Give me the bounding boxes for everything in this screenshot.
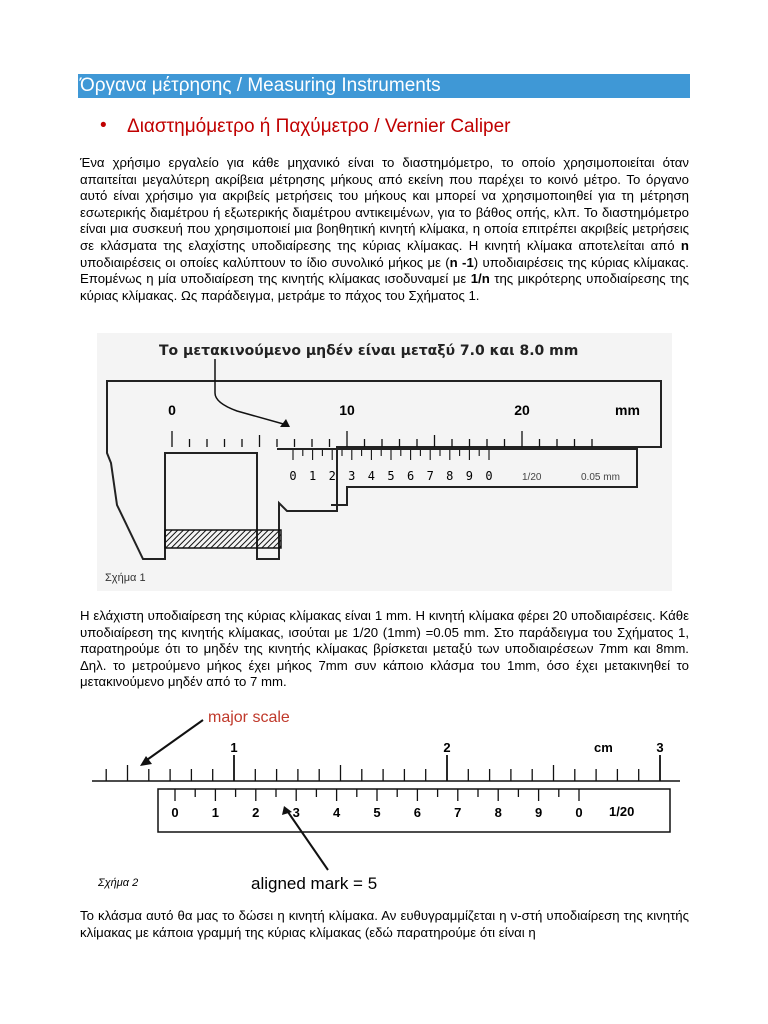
vernier-label: 2	[328, 469, 336, 483]
section-heading	[100, 115, 511, 138]
vernier-label: 5	[373, 805, 381, 820]
aligned-arrow	[288, 812, 328, 870]
vernier-label: 1	[211, 805, 220, 820]
intro-paragraph	[80, 155, 689, 304]
vernier-label: 9	[534, 805, 543, 820]
text-line: βοηθητική κινητή κλίμακα, η οποία επιτρέπει ακριβείς μετρήσεις σε κλάσματα της ελαχίστης	[80, 221, 689, 253]
annotation-text: Το μετακινούμενο μηδέν είναι μεταξύ 7.0 και 8.0 mm	[159, 343, 579, 359]
vernier-label: 3	[292, 805, 300, 820]
major-scale-label: 2	[443, 740, 451, 755]
text-line: ) υποδιαιρέσεις της κύριας κλίμακας.	[473, 254, 689, 270]
aligned-mark-label: aligned mark = 5	[251, 874, 378, 893]
text-line: μέτρο. Το όργανο αυτό είναι χρήσιμο για ακριβείς μετρήσεις του μήκους και μπορεί να	[80, 171, 689, 204]
section-heading-text: Διαστημόμετρο ή Παχύμετρο / Vernier Caliper	[127, 116, 511, 137]
vernier-labels	[171, 805, 582, 820]
main-scale-label: 0	[168, 402, 176, 418]
resolution-label: 0.05 mm	[581, 472, 620, 483]
vernier-label: 6	[406, 469, 415, 483]
major-scale-label: 3	[656, 740, 664, 755]
text-line: χρησιμοποιηθεί για τη μέτρηση εσωτερικής διαμέτρου ή εξωτερικής διαμέτρου αντικειμένων,	[80, 188, 689, 220]
major-scale-ticks	[106, 755, 660, 781]
main-scale-label: 20	[514, 402, 530, 418]
bold-n: n	[680, 237, 689, 253]
major-arrow	[144, 720, 203, 762]
measured-object	[165, 530, 281, 548]
text-line: υποδιαιρέσεις οι	[80, 254, 176, 270]
vernier-label: 8	[494, 805, 502, 820]
vernier-label: 0	[485, 469, 493, 483]
vernier-label: 5	[387, 469, 395, 483]
text-line: μεταξύ των υποδιαιρέσεων 7mm και 8mm. Δηλ. το μετρούμενο μήκος έχει μήκος 7mm συν	[80, 641, 689, 673]
text-line: υποδιαίρεσης της κύριας κλίμακας. Ως παράδειγμα, μετράμε το πάχος του Σχήματος 1.	[80, 271, 690, 303]
bullet-icon: •	[100, 115, 107, 136]
vernier-label: 1	[308, 469, 317, 483]
text-line: κάποιο κλάσμα του 1mm, όσο έχει μετακινηθεί το μετακινούμενο μηδέν από το 7 mm.	[80, 657, 689, 690]
figure-1-caliper	[97, 333, 672, 591]
text-line: της κινητής κλίμακας με κάποια γραμμή της κύριας κλίμακας (εδώ παρατηρούμε ότι είναι η	[80, 908, 689, 940]
vernier-label: 0	[289, 469, 297, 483]
vernier-label: 9	[465, 469, 474, 483]
unit-label: cm	[594, 740, 613, 755]
text-line: Επομένως η μία υποδιαίρεση της κινητής κλίμακας ισοδυναμεί με	[80, 271, 467, 287]
page-title: Όργανα μέτρησης / Measuring Instruments	[78, 74, 690, 98]
text-line: Η ελάχιστη υποδιαίρεση της κύριας κλίμακας είναι 1 mm. Η κινητή κλίμακα φέρει 20	[80, 608, 568, 623]
text-line: υποδιαιρέσεις. Κάθε υποδιαίρεση της κινητής κλίμακας, ισούται με 1/20 (1mm) =0.05 mm.	[80, 608, 689, 640]
vernier-label: 4	[367, 469, 376, 483]
text-line: Ένα χρήσιμο εργαλείο για κάθε μηχανικό είναι το διαστημόμετρο, το οποίο χρησιμοποιείται	[80, 155, 655, 170]
figure-1-caption: Σχήμα 1	[105, 572, 146, 584]
bold-n-minus-1: n -1	[449, 254, 474, 270]
bold-one-over-n: 1/n	[470, 271, 490, 287]
text-line: για το βάθος οπής, κλπ. Το διαστημόμετρο είναι μια συσκευή που χρησιμοποιεί μια	[80, 204, 689, 237]
vernier-label: 2	[252, 805, 260, 820]
text-line: υποδιαίρεσης της κύριας κλίμακας. Η κινητή κλίμακα αποτελείται από	[251, 237, 675, 253]
vernier-label: 0	[171, 805, 179, 820]
vernier-label: 4	[332, 805, 341, 820]
vernier-label: 0	[575, 805, 583, 820]
text-line: όταν απαιτείται μεγαλύτερη ακρίβεια μέτρησης μήκους από εκείνη που παρέχει το κοινό	[80, 155, 689, 187]
fraction-label: 1/20	[609, 804, 635, 819]
vernier-label: 7	[454, 805, 462, 820]
unit-label: mm	[615, 402, 640, 418]
text-line: της μικρότερης	[489, 271, 582, 287]
text-line: Στο παράδειγμα του Σχήματος 1, παρατηρούμε ότι το μηδέν της κινητής κλίμακας βρίσκεται	[80, 624, 689, 657]
closing-paragraph	[80, 908, 689, 941]
vernier-ticks	[175, 789, 579, 801]
vernier-label: 8	[446, 469, 454, 483]
vernier-label: 6	[413, 805, 422, 820]
text-line: Το κλάσμα αυτό θα μας το δώσει η κινητή κλίμακα. Αν ευθυγραμμίζεται η ν-στή υποδιαίρεση	[80, 908, 620, 923]
vernier-label: 3	[348, 469, 356, 483]
figure-2-scales	[88, 700, 688, 900]
major-scale-label: major scale	[208, 709, 290, 726]
major-scale-label: 1	[230, 740, 238, 755]
text-line: οποίες καλύπτουν το ίδιο συνολικό μήκος με (	[179, 254, 450, 270]
vernier-label: 7	[426, 469, 434, 483]
arrow-head	[282, 806, 292, 815]
figure-2-caption: Σχήμα 2	[98, 877, 139, 889]
fraction-label: 1/20	[522, 472, 542, 483]
explanation-paragraph	[80, 608, 689, 691]
main-scale-label: 10	[339, 402, 355, 418]
